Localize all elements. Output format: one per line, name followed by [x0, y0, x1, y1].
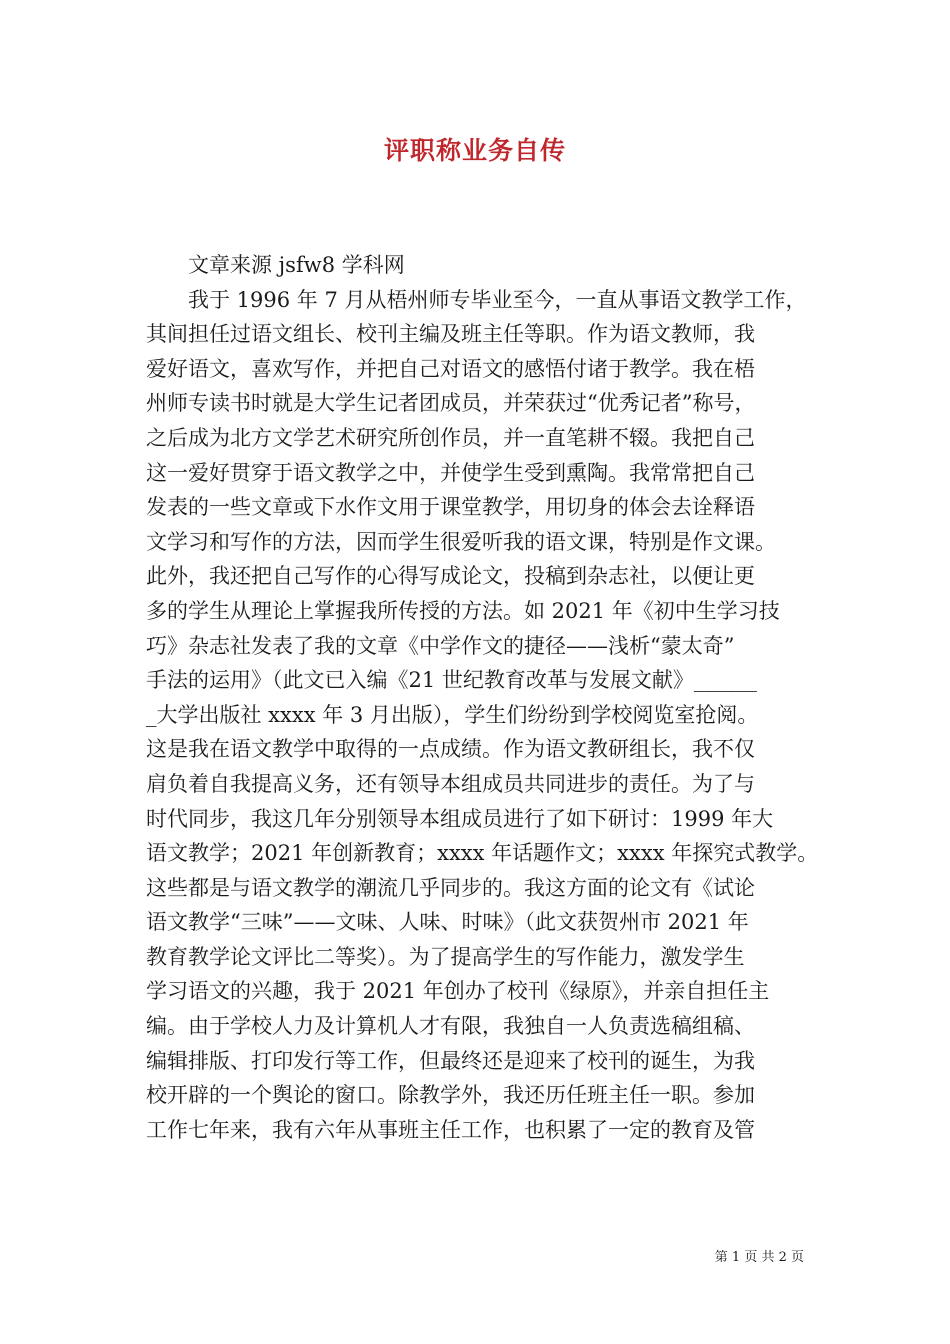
body-line: 爱好语文，喜欢写作，并把自己对语文的感悟付诸于教学。我在梧 — [146, 356, 755, 381]
body-line: 校开辟的一个舆论的窗口。除教学外，我还历任班主任一职。参加 — [146, 1083, 755, 1108]
body-line: 教育教学论文评比二等奖）。为了提高学生的写作能力，激发学生 — [146, 944, 745, 969]
body-line: 我于 1996 年 7 月从梧州师专毕业至今，一直从事语文教学工作， — [188, 287, 807, 312]
body-line: 这是我在语文教学中取得的一点成绩。作为语文教研组长，我不仅 — [146, 737, 755, 762]
document-body — [146, 248, 822, 1147]
body-line: 州师专读书时就是大学生记者团成员，并荣获过“优秀记者”称号， — [146, 391, 756, 416]
body-line: 这一爱好贯穿于语文教学之中，并使学生受到熏陶。我常常把自己 — [146, 460, 755, 485]
body-line: 时代同步，我这几年分别领导本组成员进行了如下研讨：1999 年大 — [146, 806, 774, 831]
body-line: 语文教学“三味”——文味、人味、时味》（此文获贺州市 2021 年 — [146, 910, 749, 935]
body-line: 发表的一些文章或下水作文用于课堂教学，用切身的体会去诠释语 — [146, 495, 755, 520]
body-line: 编辑排版、打印发行等工作，但最终还是迎来了校刊的诞生，为我 — [146, 1048, 755, 1073]
body-line: _大学出版社 xxxx 年 3 月出版），学生们纷纷到学校阅览室抢阅。 — [146, 702, 759, 727]
body-line: 其间担任过语文组长、校刊主编及班主任等职。作为语文教师，我 — [146, 322, 755, 347]
page-number: 第 1 页 共 2 页 — [714, 1250, 804, 1265]
body-line: 多的学生从理论上掌握我所传授的方法。如 2021 年《初中生学习技 — [146, 598, 780, 623]
page-title: 评职称业务自传 — [383, 136, 566, 165]
body-line: 这些都是与语文教学的潮流几乎同步的。我这方面的论文有《试论 — [146, 875, 755, 900]
body-line: 之后成为北方文学艺术研究所创作员，并一直笔耕不辍。我把自己 — [146, 425, 755, 450]
body-line: 语文教学；2021 年创新教育；xxxx 年话题作文；xxxx 年探究式教学。 — [146, 841, 819, 866]
source-line: 文章来源 jsfw8 学科网 — [188, 253, 405, 277]
body-line: 巧》杂志社发表了我的文章《中学作文的捷径——浅析“蒙太奇” — [146, 633, 735, 658]
body-line: 文学习和写作的方法，因而学生很爱听我的语文课，特别是作文课。 — [146, 529, 776, 554]
body-line: 肩负着自我提高义务，还有领导本组成员共同进步的责任。为了与 — [146, 771, 755, 796]
body-line: 编。由于学校人力及计算机人才有限，我独自一人负责选稿组稿、 — [146, 1014, 755, 1039]
body-line: 手法的运用》（此文已入编《21 世纪教育改革与发展文献》______ — [146, 668, 757, 693]
body-line: 此外，我还把自己写作的心得写成论文，投稿到杂志社，以便让更 — [146, 564, 755, 589]
body-line: 工作七年来，我有六年从事班主任工作，也积累了一定的教育及管 — [146, 1117, 755, 1142]
body-line: 学习语文的兴趣，我于 2021 年创办了校刊《绿原》，并亲自担任主 — [146, 979, 770, 1004]
